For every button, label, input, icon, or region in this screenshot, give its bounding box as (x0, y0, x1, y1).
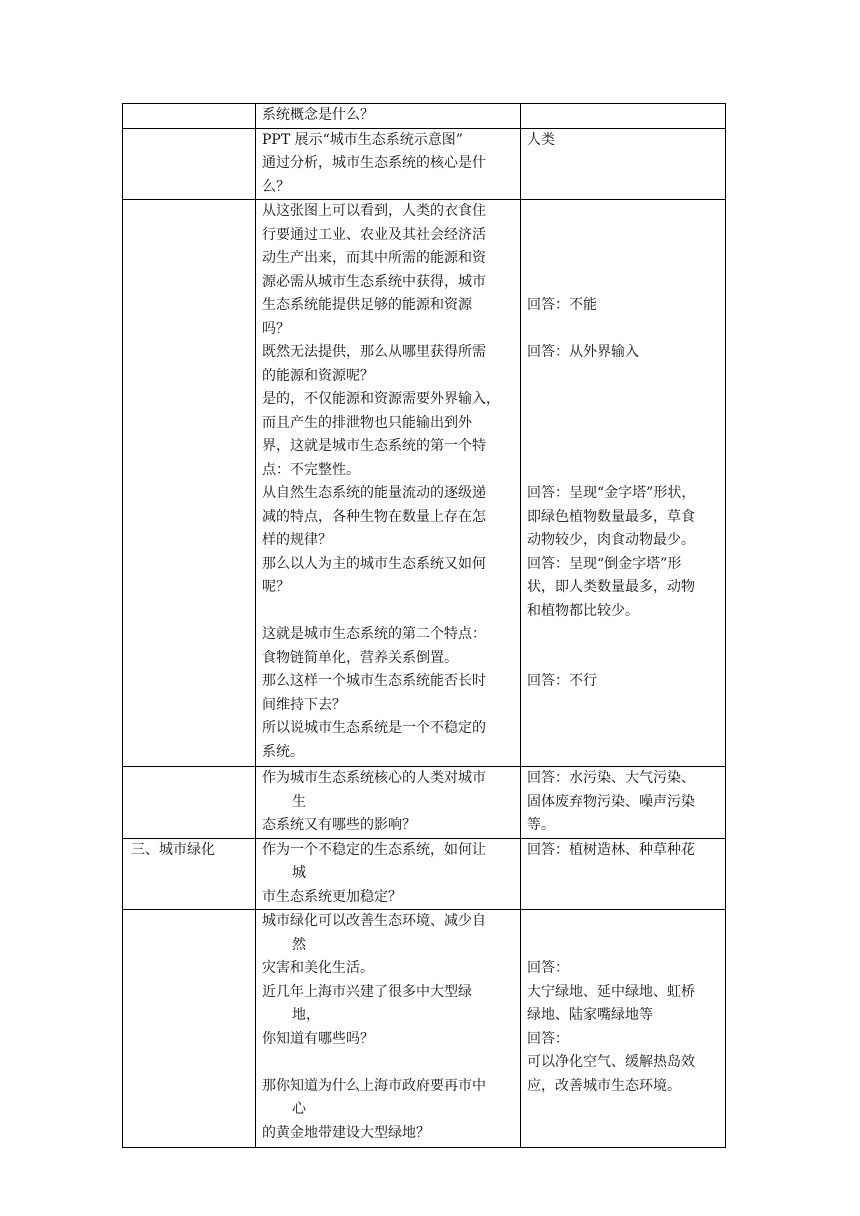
answer-line: 回答：从外界输入 (527, 344, 639, 360)
content-line: 是的，不仅能源和资源需要外界输入， (262, 391, 500, 407)
spacer (527, 318, 719, 342)
section-title: 三、城市绿化 (131, 841, 215, 858)
content-line: 么？ (262, 178, 290, 195)
content-line: 既然无法提供，那么从哪里获得所需 (262, 344, 486, 360)
content-line: 市生态系统更加稳定？ (262, 888, 402, 905)
content-line: 你知道有哪些吗？ (262, 1030, 374, 1047)
content-line: 作为城市生态系统核心的人类对城市 (262, 770, 486, 786)
lesson-plan-table (122, 103, 726, 1148)
spacer (527, 247, 719, 294)
section-cell (123, 104, 256, 129)
content-line: 的黄金地带建设大型绿地？ (262, 1124, 430, 1141)
answer-line: 人类 (527, 131, 555, 148)
content-line: 城 (292, 865, 306, 881)
content-line: 从自然生态系统的能量流动的逐级递 (262, 485, 486, 501)
content-line: 点：不完整性。 (262, 461, 360, 478)
content-line: 吗？ (262, 320, 290, 337)
content-line: 那你知道为什么上海市政府要再市中 (262, 1077, 486, 1094)
answer-line: 回答：植树造林、种草种花 (527, 841, 695, 858)
answer-cell (521, 128, 726, 200)
answer-line: 动物较少，肉食动物最少。 (527, 532, 695, 548)
section-cell (123, 767, 256, 839)
content-cell (256, 128, 521, 200)
content-line: 这就是城市生态系统的第二个特点： (262, 626, 486, 642)
answer-line: 回答：呈现“倒金字塔”形 (527, 555, 682, 572)
content-line: 而且产生的排泄物也只能输出到外 (262, 414, 472, 431)
content-line: 行要通过工业、农业及其社会经济活 (262, 226, 486, 243)
content-line: 地， (292, 1007, 320, 1023)
content-line: 样的规律？ (262, 532, 332, 548)
content-line: 呢？ (262, 579, 290, 595)
section-cell (123, 200, 256, 767)
answer-cell (521, 767, 726, 839)
content-line: 生态系统能提供足够的能源和资源 (262, 297, 472, 313)
answer-line: 回答：不能 (527, 297, 597, 313)
content-cell (256, 200, 521, 767)
spacer (527, 647, 719, 671)
answer-line: 固体废弃物污染、噪声污染 (527, 793, 695, 810)
answer-line: 大宁绿地、延中绿地、虹桥 (527, 983, 695, 1000)
answer-line: 可以净化空气、缓解热岛效 (527, 1054, 695, 1070)
content-line: 系统概念是什么？ (262, 107, 374, 123)
spacer (527, 412, 719, 459)
content-line: 从这张图上可以看到，人类的衣食住 (262, 203, 486, 219)
answer-line: 回答： (527, 960, 569, 976)
answer-line: 等。 (527, 817, 555, 833)
table-row (123, 767, 726, 839)
content-line: 然 (292, 936, 306, 953)
content-cell (256, 104, 521, 129)
content-cell (256, 767, 521, 839)
answer-line: 绿地、陆家嘴绿地等 (527, 1007, 653, 1023)
section-cell (123, 910, 256, 1148)
content-line: 减的特点，各种生物在数量上存在怎 (262, 508, 486, 525)
answer-line: 状，即人类数量最多，动物 (527, 579, 695, 595)
content-line: 城市绿化可以改善生态环境、减少自 (262, 913, 486, 929)
content-line: 通过分析，城市生态系统的核心是什 (262, 155, 486, 171)
table-row (123, 910, 726, 1148)
content-line: 动生产出来，而其中所需的能源和资 (262, 250, 486, 266)
content-line: 源必需从城市生态系统中获得，城市 (262, 273, 486, 290)
content-line: 界，这就是城市生态系统的第一个特 (262, 438, 486, 454)
content-line: 间维持下去？ (262, 696, 346, 713)
answer-cell (521, 838, 726, 910)
content-line: 所以说城市生态系统是一个不稳定的 (262, 720, 486, 736)
spacer (262, 600, 514, 624)
table-row (123, 838, 726, 910)
answer-line: 回答： (527, 1030, 569, 1047)
answer-line: 回答：呈现“金字塔”形状， (527, 485, 696, 501)
section-cell (123, 838, 256, 910)
spacer (527, 200, 719, 247)
answer-cell (521, 200, 726, 767)
content-line: 食物链简单化，营养关系倒置。 (262, 649, 458, 666)
spacer (527, 365, 719, 412)
content-line: 那么这样一个城市生态系统能否长时 (262, 673, 486, 689)
content-cell (256, 838, 521, 910)
section-cell (123, 128, 256, 200)
table-row (123, 104, 726, 129)
content-line: 近几年上海市兴建了很多中大型绿 (262, 983, 472, 1000)
answer-cell (521, 104, 726, 129)
content-line: 心 (292, 1101, 306, 1117)
content-line: 灾害和美化生活。 (262, 960, 374, 976)
spacer (262, 1051, 514, 1075)
table-row (123, 200, 726, 767)
content-line: 生 (292, 793, 306, 810)
answer-line: 即绿色植物数量最多，草食 (527, 508, 695, 525)
content-line: 那么以人为主的城市生态系统又如何 (262, 555, 486, 572)
answer-line: 和植物都比较少。 (527, 602, 639, 619)
answer-line: 回答：不行 (527, 673, 597, 689)
table-row (123, 128, 726, 200)
content-line: 系统。 (262, 743, 304, 760)
spacer (527, 623, 719, 647)
content-cell (256, 910, 521, 1148)
answer-line: 回答：水污染、大气污染、 (527, 770, 695, 786)
content-line: PPT 展示“城市生态系统示意图” (262, 131, 463, 148)
answer-cell (521, 910, 726, 1148)
content-line: 态系统又有哪些的影响？ (262, 817, 416, 833)
content-line: 的能源和资源呢？ (262, 367, 374, 384)
spacer (527, 459, 719, 483)
answer-line: 应，改善城市生态环境。 (527, 1077, 681, 1094)
content-line: 作为一个不稳定的生态系统，如何让 (262, 841, 486, 858)
spacer (527, 910, 719, 957)
